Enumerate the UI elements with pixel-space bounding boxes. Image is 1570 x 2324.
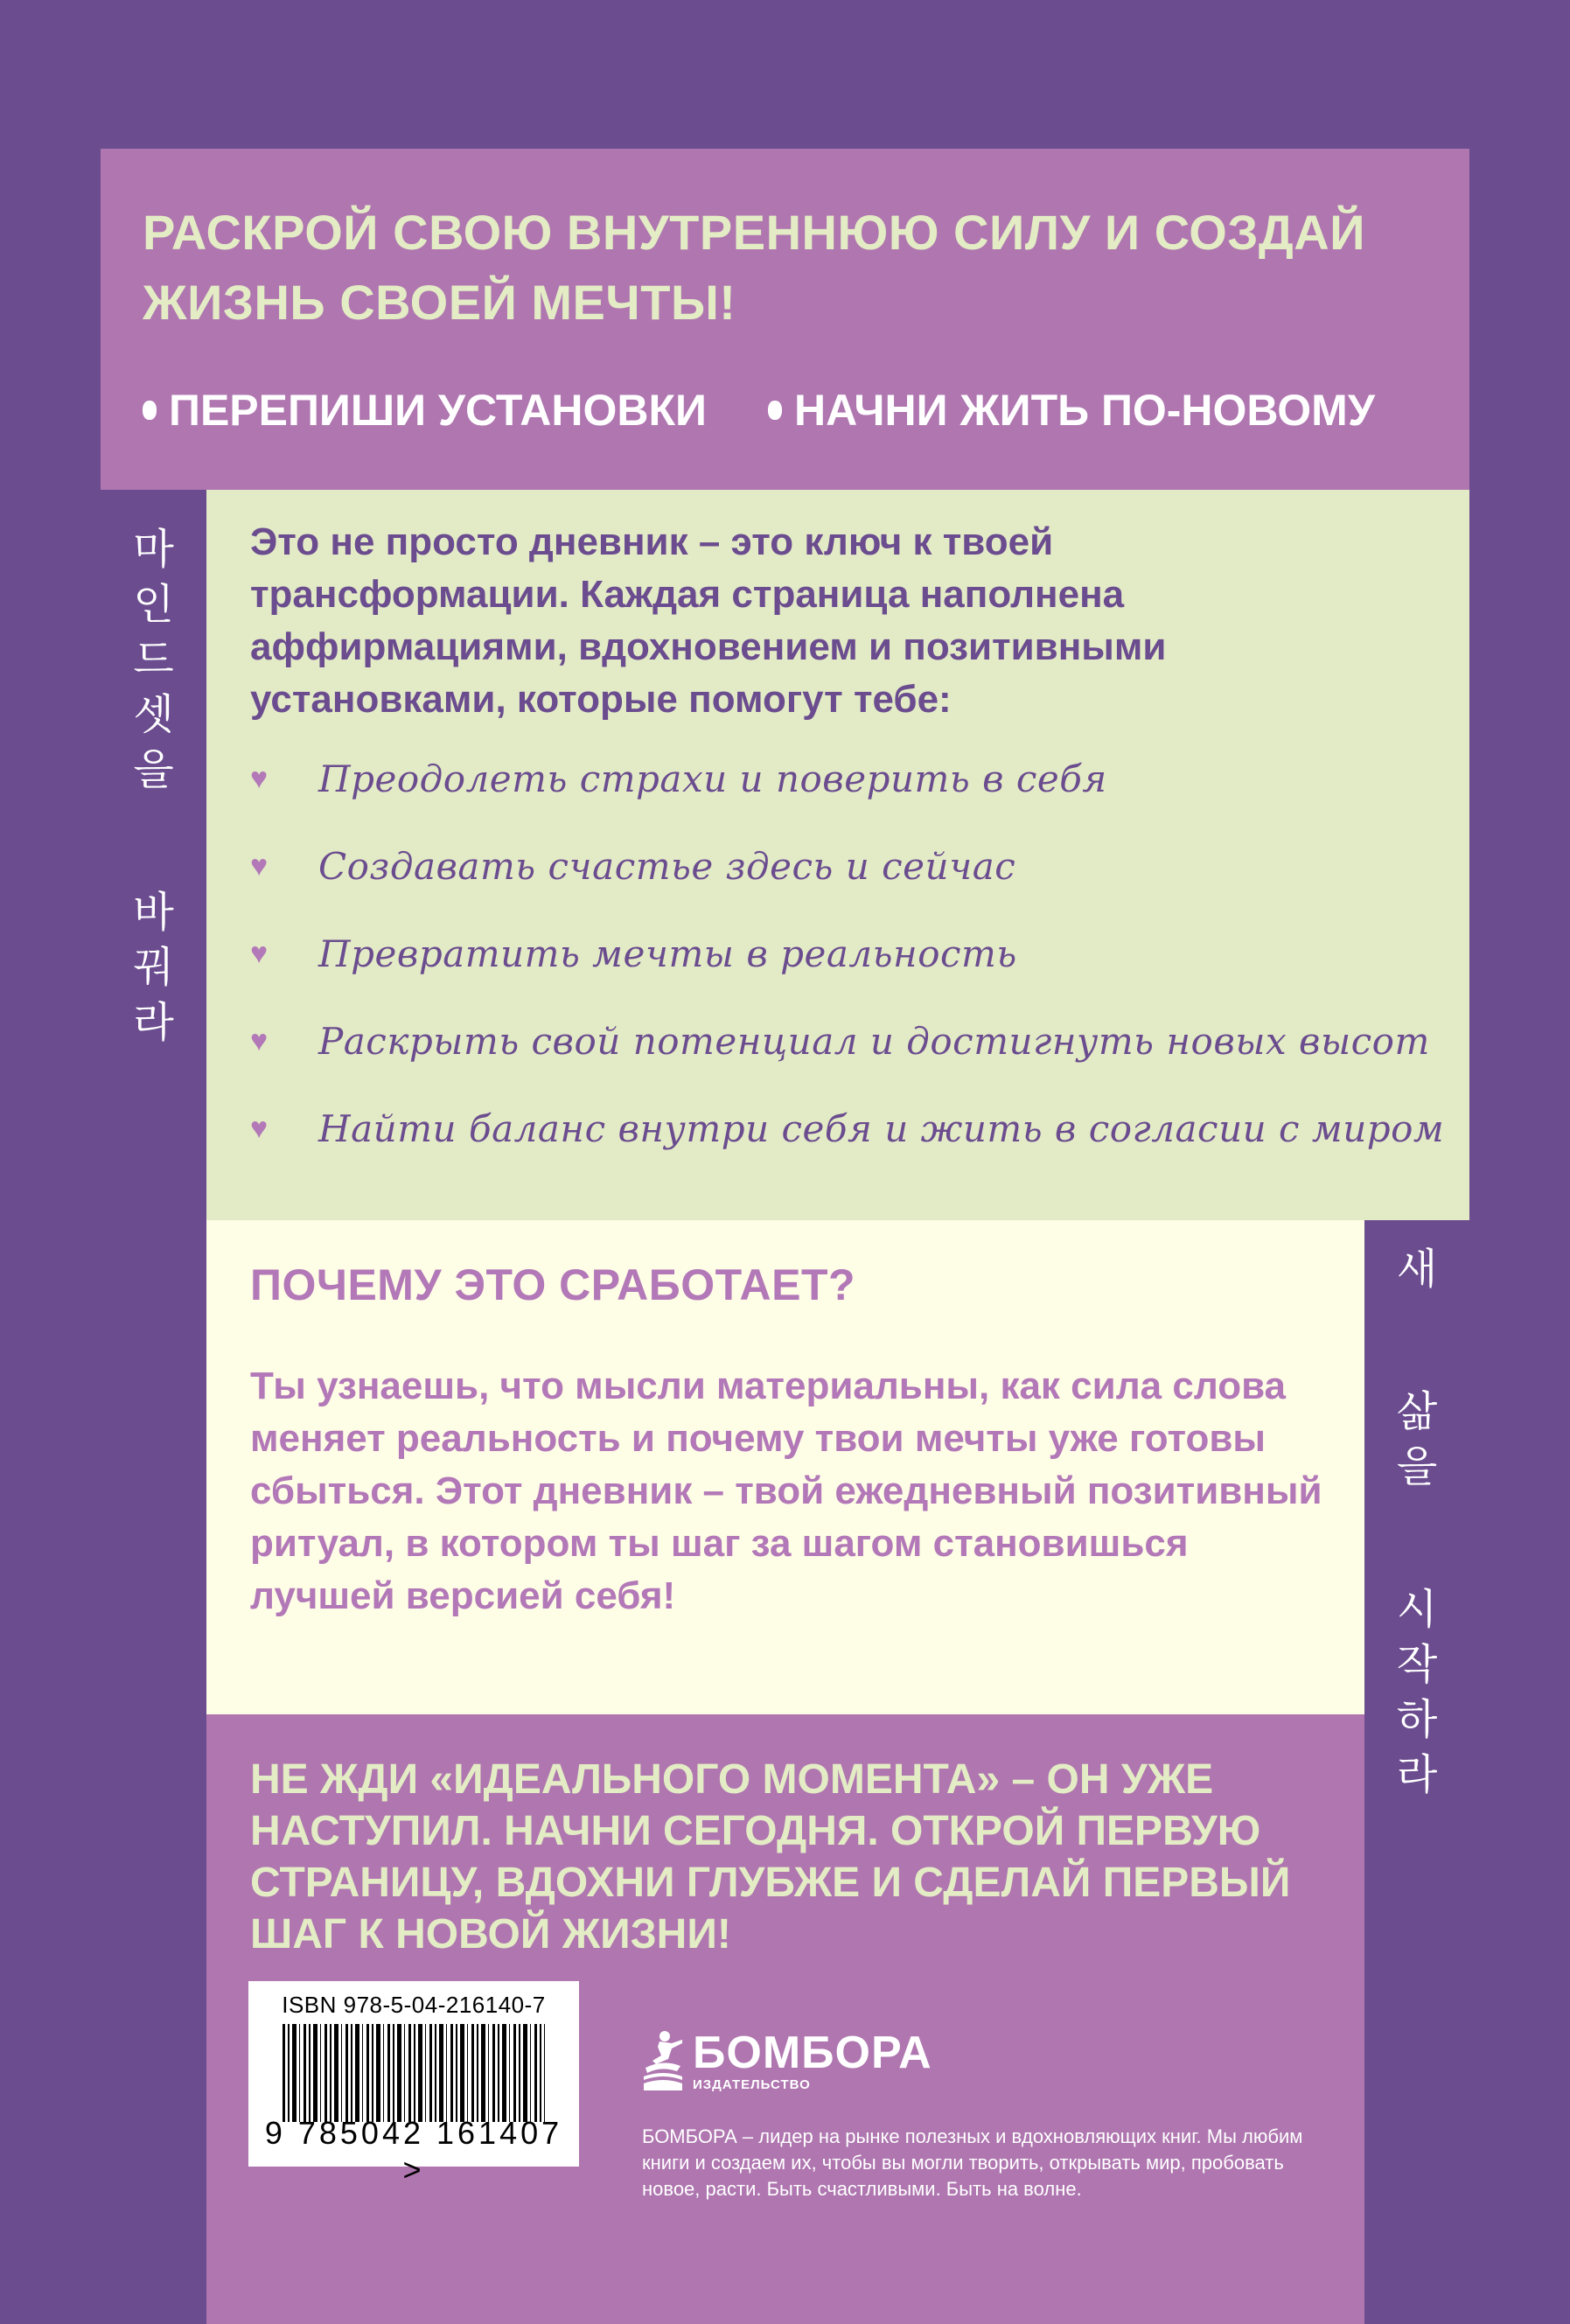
benefit-text: Раскрыть свой потенциал и достигнуть новых высот <box>318 1019 1430 1063</box>
tag-rewrite <box>143 385 707 436</box>
barcode-bars <box>283 2024 545 2122</box>
intro-panel <box>206 490 1469 1220</box>
list-item <box>250 1085 1444 1172</box>
benefit-list <box>250 735 1444 1172</box>
title-panel <box>101 149 1469 490</box>
korean-char: 인 <box>133 580 174 629</box>
benefit-text: Превратить мечты в реальность <box>318 932 1017 975</box>
heart-icon: ♥ <box>250 936 269 970</box>
benefit-text: Преодолеть страхи и поверить в себя <box>318 757 1107 800</box>
why-text: Ты узнаешь, что мысли материальны, как сила слова меняет реальность и почему твои мечты уже готовы сбыться. Этот дневник – твой ежедневный позитивный ритуал, в котором ты шаг за шагом становишься лучшей версией себя! <box>250 1364 1322 1617</box>
korean-char: 마 <box>133 525 174 574</box>
korean-char: 라 <box>1396 1750 1438 1799</box>
publisher-blurb: БОМБОРА – лидер на рынке полезных и вдохновляющих книг. Мы любим книги и создаем их, чтобы вы могли творить, открывать мир, пробовать новое, расти. Быть счастливыми. Быть на волне. <box>642 2125 1303 2200</box>
korean-char: 라 <box>133 998 174 1047</box>
flower-bullet-icon <box>768 401 782 420</box>
surfer-logo-icon <box>642 2029 684 2092</box>
korean-char: 작 <box>1396 1640 1438 1689</box>
heart-icon: ♥ <box>250 848 269 883</box>
why-panel <box>206 1220 1364 1714</box>
heart-icon: ♥ <box>250 1111 269 1145</box>
benefit-text: Найти баланс внутри себя и жить в согласии с миром <box>318 1106 1445 1150</box>
korean-char: 셋 <box>133 690 174 739</box>
korean-char: 새 <box>1396 1245 1438 1294</box>
cta-panel <box>206 1714 1364 2324</box>
heart-icon: ♥ <box>250 761 269 795</box>
benefit-text: Создавать счастье здесь и сейчас <box>318 844 1016 888</box>
korean-char: 꿔 <box>133 943 174 992</box>
korean-vertical-text-left <box>101 522 206 1050</box>
isbn-barcode <box>248 1981 579 2188</box>
cta-text: НЕ ЖДИ «ИДЕАЛЬНОГО МОМЕНТА» – ОН УЖЕ НАСТУПИЛ. НАЧНИ СЕГОДНЯ. ОТКРОЙ ПЕРВУЮ СТРАНИЦУ, ВДОХНИ ГЛУБЖЕ И СДЕЛАЙ ПЕРВЫЙ ШАГ К НОВОЙ ЖИЗНИ! <box>250 1756 1291 1958</box>
publisher-logo <box>642 2029 932 2092</box>
list-item <box>250 735 1444 822</box>
tag-list <box>143 385 1375 436</box>
intro-text: Это не просто дневник – это ключ к твоей трансформации. Каждая страница наполнена аффирмациями, вдохновением и позитивными установками, которые помогут тебе: <box>250 520 1167 721</box>
korean-char: 삶 <box>1396 1387 1438 1436</box>
isbn-number: ISBN 978-5-04-216140-7 <box>282 1992 546 2018</box>
korean-vertical-text-right <box>1364 1242 1469 1803</box>
publisher-name: БОМБОРА <box>693 2027 932 2078</box>
publisher-subtitle: ИЗДАТЕЛЬСТВО <box>693 2077 811 2092</box>
heart-icon: ♥ <box>250 1023 269 1057</box>
list-item <box>250 910 1444 997</box>
korean-char: 하 <box>1396 1695 1438 1744</box>
tag-label: НАЧНИ ЖИТЬ ПО-НОВОМУ <box>793 386 1375 435</box>
korean-char: 드 <box>133 635 174 684</box>
list-item <box>250 822 1444 910</box>
tag-label: ПЕРЕПИШИ УСТАНОВКИ <box>169 386 707 435</box>
barcode-digits: 9 785042 161407 > <box>264 2115 563 2188</box>
korean-char: 시 <box>1396 1585 1438 1634</box>
tag-new-life <box>768 385 1375 436</box>
korean-char: 바 <box>133 888 174 937</box>
korean-char: 을 <box>133 745 174 794</box>
why-title: ПОЧЕМУ ЭТО СРАБОТАЕТ? <box>250 1260 856 1309</box>
headline: РАСКРОЙ СВОЮ ВНУТРЕННЮЮ СИЛУ И СОЗДАЙ ЖИЗНЬ СВОЕЙ МЕЧТЫ! <box>143 205 1365 330</box>
korean-char: 을 <box>1396 1442 1438 1491</box>
list-item <box>250 997 1444 1085</box>
flower-bullet-icon <box>143 401 157 420</box>
